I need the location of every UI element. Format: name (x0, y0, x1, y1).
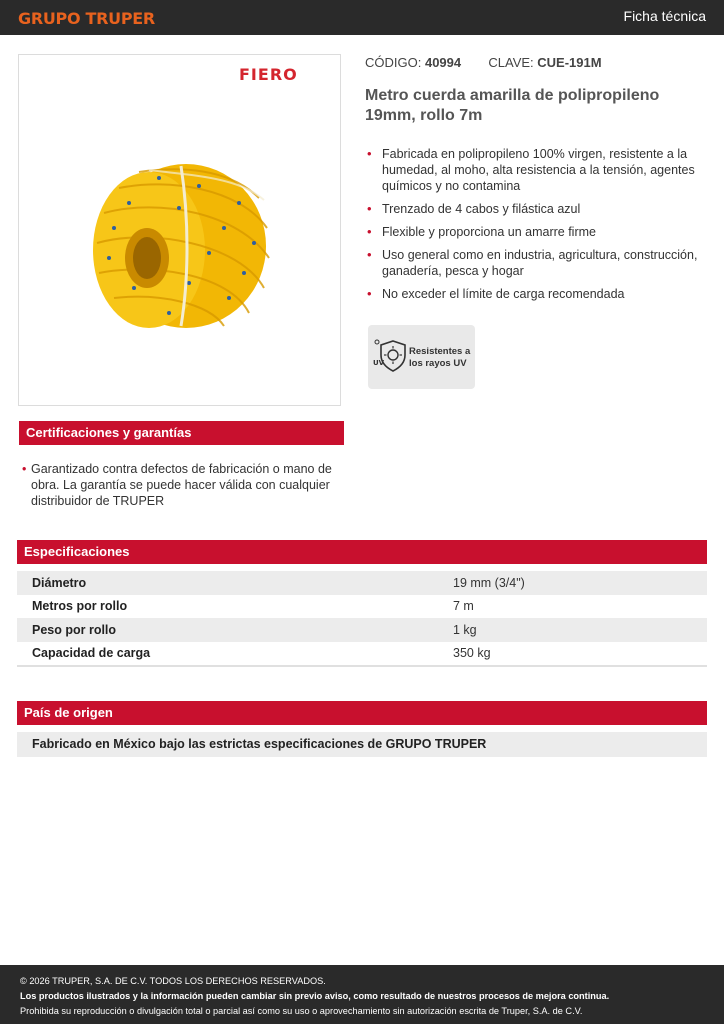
feature-item: • Fabricada en polipropileno 100% virgen, resistente a la humedad, al moho, alta resistencia a la tensión, agentes químicos y no contamina (366, 146, 708, 194)
spec-value: 19 mm (3/4") (453, 575, 525, 590)
feature-item: • No exceder el límite de carga recomendada (366, 286, 708, 302)
divider (17, 665, 707, 667)
origin-header: País de origen (17, 701, 707, 725)
specifications-header: Especificaciones (17, 540, 707, 564)
uv-label: UV (373, 359, 385, 367)
spec-label: Metros por rollo (32, 599, 128, 614)
table-row (17, 642, 707, 666)
spec-value: 7 m (453, 599, 474, 614)
specifications-table (17, 571, 707, 665)
code-value: 40994 (424, 55, 462, 70)
warranty-text (22, 461, 340, 509)
key-value: CUE-191M (537, 55, 602, 70)
product-image-frame (18, 54, 341, 406)
spec-label: Diámetro (32, 575, 87, 590)
table-row (17, 595, 707, 619)
feature-item: • Trenzado de 4 cabos y filástica azul (366, 201, 708, 217)
spec-value: 350 kg (453, 646, 491, 661)
table-row (17, 618, 707, 642)
notice-text: Los productos ilustrados y la información pueden cambiar sin previo aviso, como resultado de nuestros procesos de mejora continua. (20, 991, 610, 1001)
origin-text: Fabricado en México bajo las estrictas especificaciones de GRUPO TRUPER (17, 732, 707, 757)
certifications-header: Certificaciones y garantías (19, 421, 344, 445)
bullet-icon: • (22, 462, 27, 476)
document-type: Ficha técnica (623, 8, 706, 24)
legal-text: Prohibida su reproducción o divulgación total o parcial así como su uso o aprovechamiento sin autorización escrita de Truper, S.A. de C.V. (20, 1006, 583, 1016)
product-title: Metro cuerda amarilla de polipropileno 19mm, rollo 7m (365, 87, 660, 124)
fiero-logo: FIERO (239, 65, 298, 84)
table-row (17, 571, 707, 595)
rope-coil-image (89, 158, 274, 331)
top-bar (0, 0, 724, 35)
brand-logo: GRUPO TRUPER (18, 9, 155, 28)
spec-label: Peso por rollo (32, 622, 117, 637)
feature-item: • Flexible y proporciona un amarre firme (366, 224, 708, 240)
uv-resistance-badge (368, 325, 475, 389)
feature-item: • Uso general como en industria, agricultura, construcción, ganadería, pesca y hogar (366, 247, 708, 279)
spec-label: Capacidad de carga (32, 646, 151, 661)
uv-shield-icon (371, 337, 409, 375)
feature-list (366, 146, 708, 309)
copyright-text: © 2026 TRUPER, S.A. DE C.V. TODOS LOS DERECHOS RESERVADOS. (20, 976, 326, 986)
product-codes (365, 55, 602, 70)
code-label: CÓDIGO: (365, 55, 422, 70)
key-label: CLAVE: (488, 55, 534, 70)
warranty-description: Garantizado contra defectos de fabricación o mano de obra. La garantía se puede hacer válida con cualquier distribuidor de TRUPER (31, 462, 332, 508)
spec-value: 1 kg (453, 622, 477, 637)
footer (0, 965, 724, 1024)
uv-badge-text: Resistentes a los rayos UV (409, 346, 471, 369)
